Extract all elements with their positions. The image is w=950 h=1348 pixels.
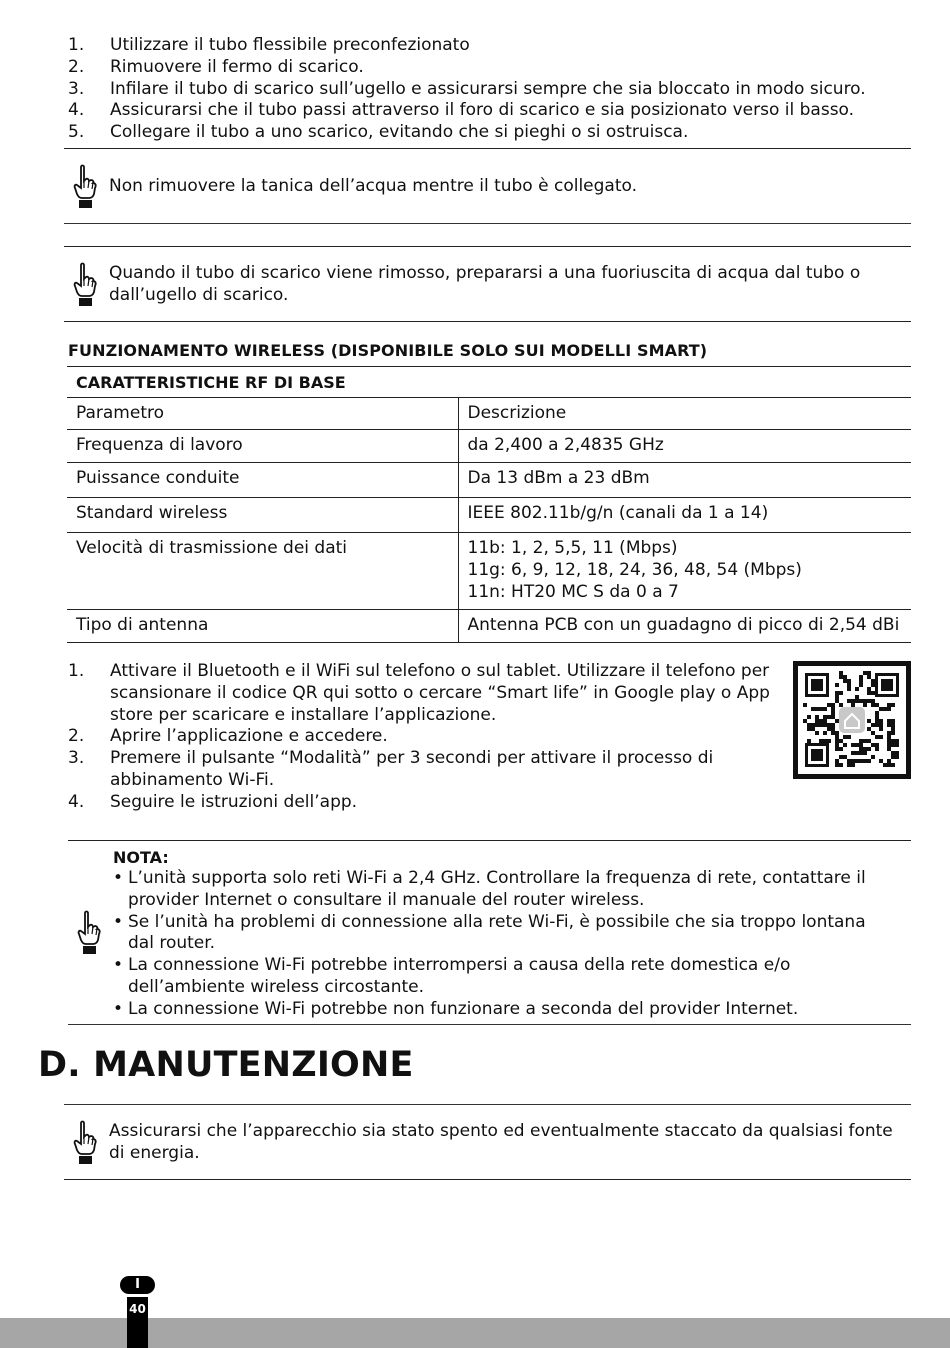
divider: [64, 246, 911, 247]
hand-pointing-icon: [72, 164, 98, 210]
table-row: Standard wireless IEEE 802.11b/g/n (canali da 1 a 14): [67, 498, 911, 533]
divider: [68, 1024, 911, 1025]
table-row: Frequenza di lavoro da 2,400 a 2,4835 GHz: [67, 430, 911, 463]
table-header-param: Parametro: [67, 398, 458, 430]
wireless-heading: FUNZIONAMENTO WIRELESS (DISPONIBILE SOLO SUI MODELLI SMART): [68, 341, 708, 360]
list-item: 3. Infilare il tubo di scarico sull’ugello e assicurarsi sempre che sia bloccato in modo sicuro.: [68, 78, 866, 99]
list-item: • La connessione Wi-Fi potrebbe non funzionare a seconda del provider Internet.: [113, 999, 893, 1021]
note-tank: Non rimuovere la tanica dell’acqua mentre il tubo è collegato.: [109, 176, 638, 196]
note-drain: Quando il tubo di scarico viene rimosso, prepararsi a una fuoriuscita di acqua dal tubo o dall’ugello di scarico.: [109, 263, 861, 305]
divider: [64, 223, 911, 224]
table-title: CARATTERISTICHE RF DI BASE: [67, 367, 911, 398]
page-number: 40: [129, 1302, 146, 1316]
table-header-row: [67, 398, 911, 430]
table-row: Puissance conduite Da 13 dBm a 23 dBm: [67, 463, 911, 498]
list-item: 3. Premere il pulsante “Modalità” per 3 secondi per attivare il processo di abbinamento Wi-Fi.: [68, 748, 714, 790]
list-item: • La connessione Wi-Fi potrebbe interrompersi a causa della rete domestica e/o dell’ambiente wireless circostante.: [113, 955, 893, 999]
qr-code-icon: [793, 661, 911, 779]
table-header-desc: Descrizione: [458, 398, 911, 430]
table-title-row: [67, 367, 911, 398]
divider: [64, 1179, 911, 1180]
section-title: D. MANUTENZIONE: [38, 1045, 414, 1085]
install-steps-list: [68, 35, 918, 144]
list-item: 2. Rimuovere il fermo di scarico.: [68, 56, 364, 77]
list-item: • L’unità supporta solo reti Wi-Fi a 2,4 GHz. Controllare la frequenza di rete, contattare il provider Internet o consultare il manuale del router wireless.: [113, 868, 893, 912]
divider: [64, 148, 911, 149]
list-item: 4. Assicurarsi che il tubo passi attraverso il foro di scarico e sia posizionato verso il basso.: [68, 100, 855, 121]
list-item: 2. Aprire l’applicazione e accedere.: [68, 726, 388, 747]
divider: [64, 1104, 911, 1105]
divider: [68, 840, 911, 841]
table-row: Velocità di trasmissione dei dati 11b: 1, 2, 5,5, 11 (Mbps) 11g: 6, 9, 12, 18, 24, 36, 48, 54 (Mbps) 11n: HT20 MC S da 0 a 7: [67, 533, 911, 610]
list-item: 4. Seguire le istruzioni dell’app.: [68, 791, 358, 812]
list-item: 1. Attivare il Bluetooth e il WiFi sul telefono o sul tablet. Utilizzare il telefono per scansionare il codice QR qui sotto o cercare “Smart life” in Google play o App store per scaricare e installare l’applicazione.: [68, 661, 770, 725]
note-maintenance: Assicurarsi che l’apparecchio sia stato spento ed eventualmente staccato da qualsiasi fonte di energia.: [109, 1121, 893, 1163]
divider: [64, 321, 911, 322]
list-item: • Se l’unità ha problemi di connessione alla rete Wi-Fi, è possibile che sia troppo lontana dal router.: [113, 912, 893, 956]
hand-pointing-icon: [72, 262, 98, 308]
nota-title: NOTA:: [113, 848, 169, 867]
list-item: 1. Utilizzare il tubo flessibile preconfezionato: [68, 35, 470, 55]
language-badge: I: [120, 1276, 155, 1294]
nota-list: [113, 868, 893, 1021]
hand-pointing-icon: [72, 1120, 98, 1166]
hand-pointing-icon: [76, 910, 102, 956]
app-steps-list: [68, 661, 780, 814]
table-row: Tipo di antenna Antenna PCB con un guadagno di picco di 2,54 dBi: [67, 610, 911, 643]
list-item: 5. Collegare il tubo a uno scarico, evitando che si pieghi o si ostruisca.: [68, 122, 689, 143]
rf-table: [67, 366, 911, 643]
